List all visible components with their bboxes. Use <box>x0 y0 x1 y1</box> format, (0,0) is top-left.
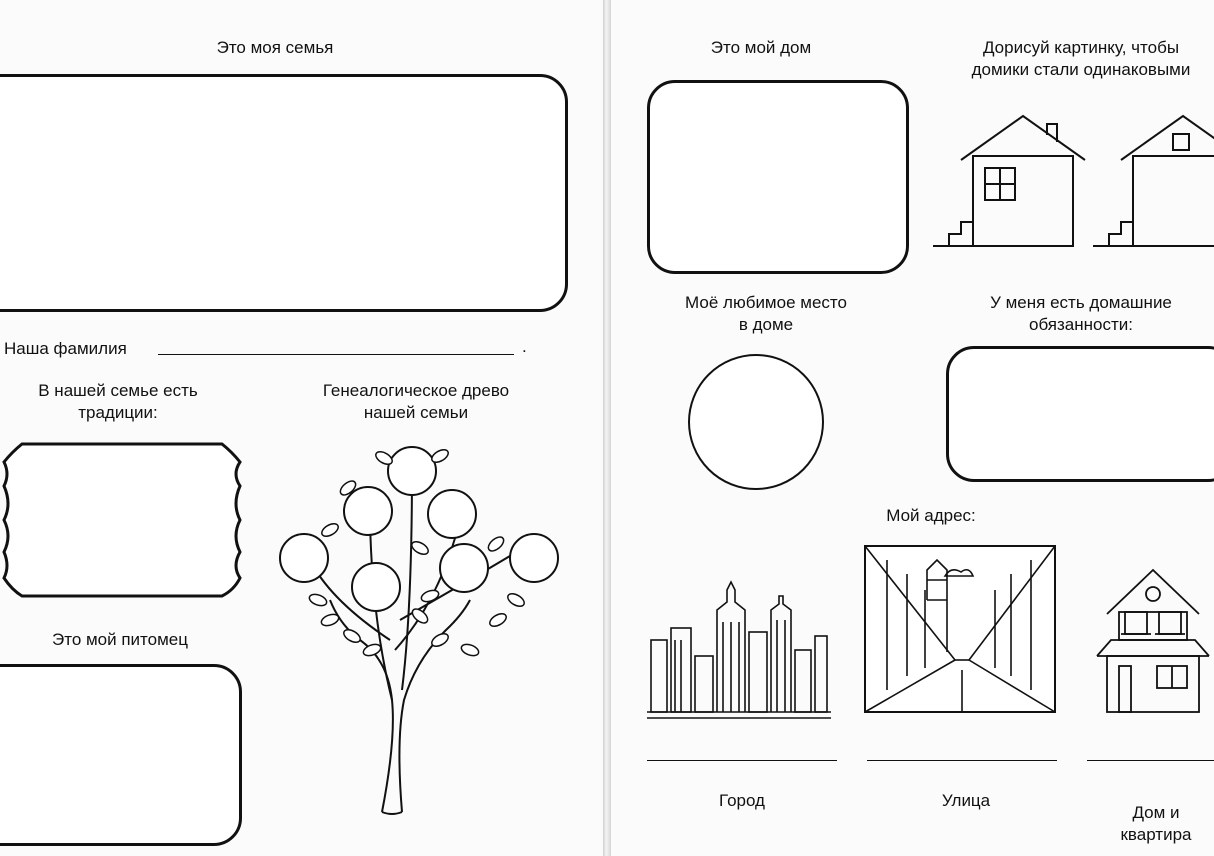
house-line[interactable] <box>1087 760 1214 761</box>
right-page <box>611 0 1214 856</box>
street-label: Улица <box>941 791 991 810</box>
surname-label: Наша фамилия <box>4 339 127 358</box>
city-label: Город <box>719 791 765 810</box>
surname-end: . <box>522 337 527 356</box>
left-page <box>0 0 603 856</box>
favorite-place-title: Моё любимое место в доме <box>685 293 847 334</box>
tree-title: Генеалогическое древо нашей семьи <box>322 381 510 422</box>
traditions-title: В нашей семье есть традиции: <box>38 381 198 422</box>
chores-title: У меня есть домашние обязанности: <box>990 293 1172 334</box>
address-title: Мой адрес: <box>886 506 976 525</box>
book-spine <box>603 0 611 856</box>
house-picture <box>611 0 1214 856</box>
pet-drawing-frame[interactable] <box>0 664 242 846</box>
home-title: Это мой дом <box>710 38 812 57</box>
pet-title: Это мой питомец <box>52 630 188 649</box>
house-label: Дом и квартира <box>1120 803 1192 844</box>
family-title: Это моя семья <box>216 38 334 57</box>
houses-task: Дорисуй картинку, чтобы домики стали одинаковыми <box>971 38 1191 79</box>
